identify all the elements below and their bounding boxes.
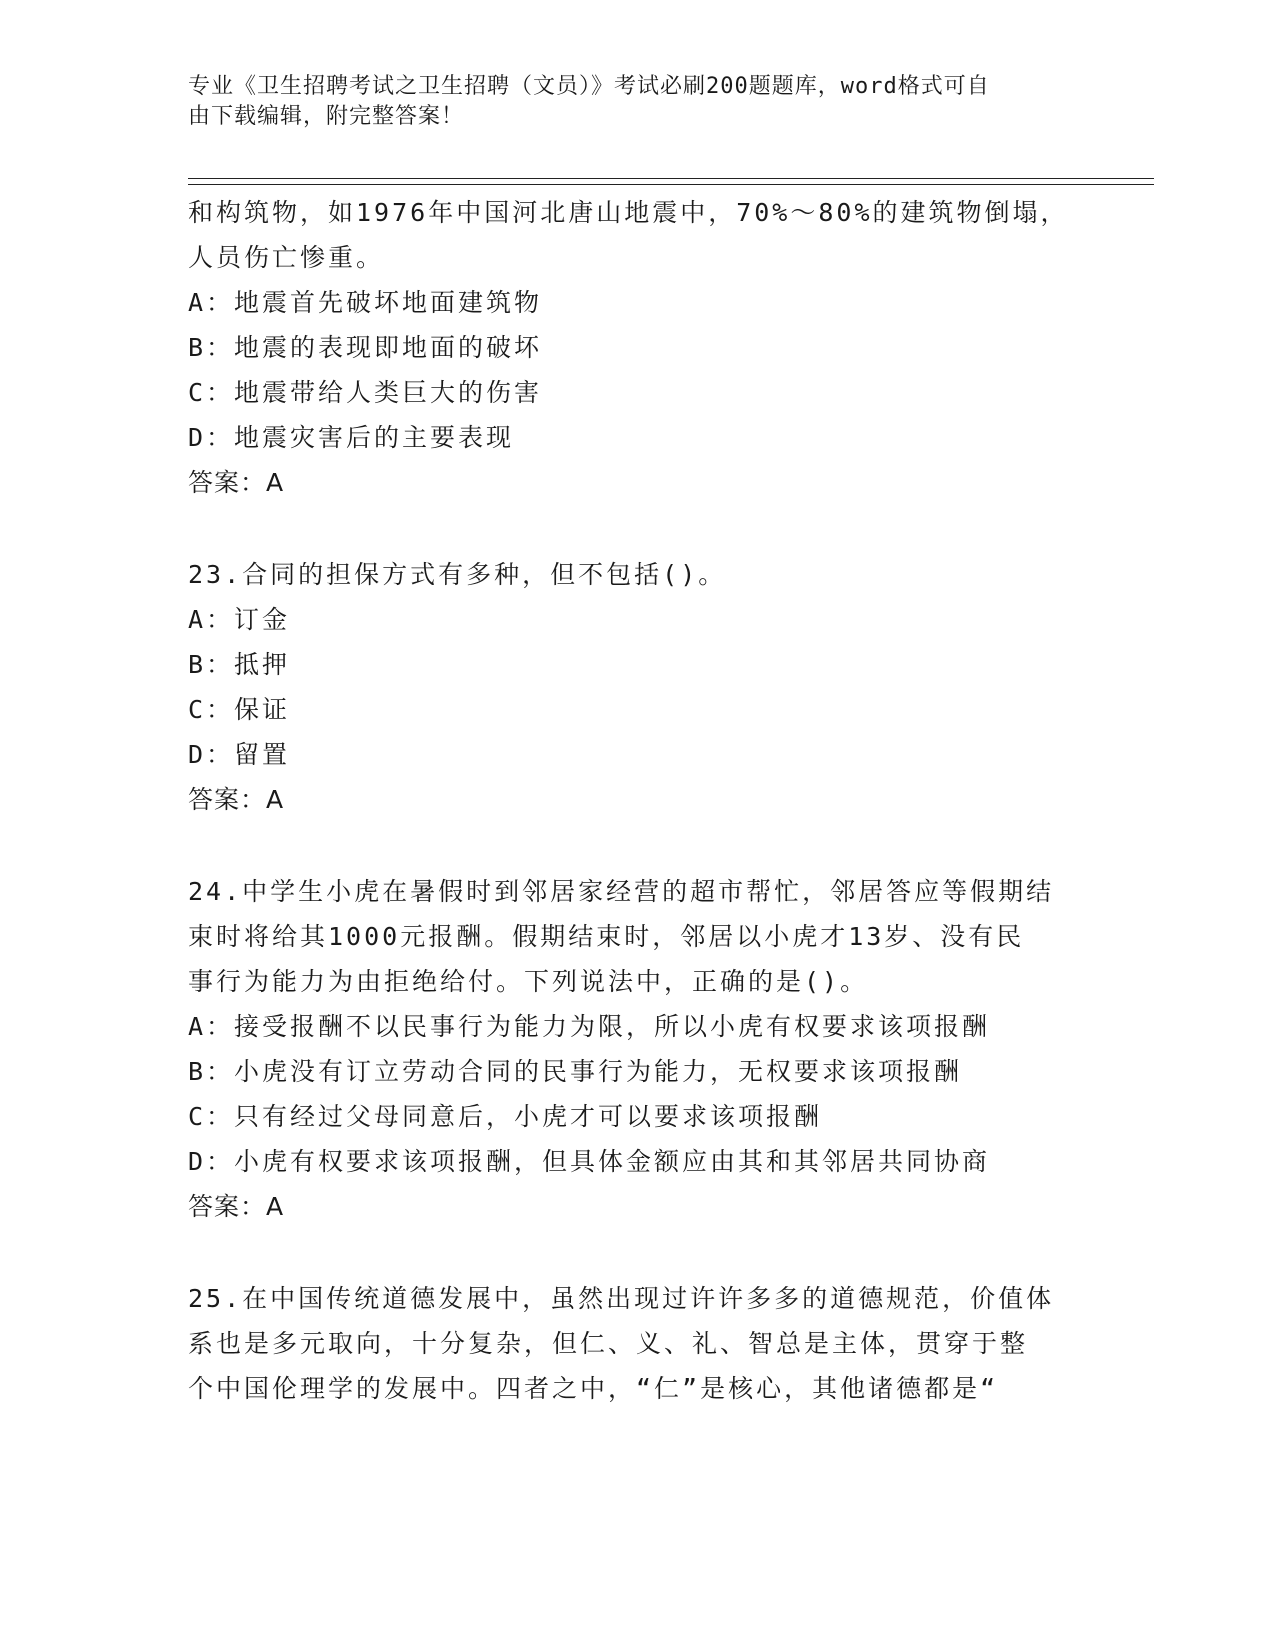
document-header — [188, 72, 1068, 132]
header-line-1: 专业《卫生招聘考试之卫生招聘（文员）》考试必刷200题题库，word格式可自 — [188, 74, 990, 99]
option-d: D：留置 — [188, 740, 291, 769]
option-a: A：接受报酬不以民事行为能力为限，所以小虎有权要求该项报酬 — [188, 1012, 991, 1041]
question-text-line: 系也是多元取向，十分复杂，但仁、义、礼、智总是主体，贯穿于整 — [188, 1329, 1029, 1358]
question-text-line: 和构筑物，如1976年中国河北唐山地震中，70%～80%的建筑物倒塌， — [188, 198, 1069, 227]
document-body — [188, 190, 1088, 1411]
question-25 — [188, 1276, 1088, 1411]
question-23 — [188, 552, 1088, 822]
header-divider-top — [188, 178, 1154, 179]
question-text-line: 人员伤亡惨重。 — [188, 243, 385, 272]
answer-line: 答案：A — [188, 1192, 285, 1221]
answer-line: 答案：A — [188, 468, 285, 497]
question-text-line: 24.中学生小虎在暑假时到邻居家经营的超市帮忙，邻居答应等假期结 — [188, 877, 1055, 906]
option-b: B：地震的表现即地面的破坏 — [188, 333, 543, 362]
question-22-continuation — [188, 190, 1088, 505]
question-text-line: 个中国伦理学的发展中。四者之中，“仁”是核心，其他诸德都是“ — [188, 1374, 999, 1403]
question-text-line: 23.合同的担保方式有多种，但不包括()。 — [188, 560, 727, 589]
question-24 — [188, 869, 1088, 1229]
spacer — [188, 822, 1088, 869]
answer-line: 答案：A — [188, 785, 285, 814]
option-c: C：地震带给人类巨大的伤害 — [188, 378, 543, 407]
header-divider-bottom — [188, 184, 1154, 185]
option-d: D：小虎有权要求该项报酬，但具体金额应由其和其邻居共同协商 — [188, 1147, 991, 1176]
option-c: C：只有经过父母同意后，小虎才可以要求该项报酬 — [188, 1102, 823, 1131]
option-a: A：地震首先破坏地面建筑物 — [188, 288, 543, 317]
spacer — [188, 1229, 1088, 1276]
question-text-line: 25.在中国传统道德发展中，虽然出现过许许多多的道德规范，价值体 — [188, 1284, 1055, 1313]
option-d: D：地震灾害后的主要表现 — [188, 423, 515, 452]
option-b: B：小虎没有订立劳动合同的民事行为能力，无权要求该项报酬 — [188, 1057, 963, 1086]
option-a: A：订金 — [188, 605, 291, 634]
option-b: B：抵押 — [188, 650, 291, 679]
question-text-line: 束时将给其1000元报酬。假期结束时，邻居以小虎才13岁、没有民 — [188, 922, 1025, 951]
option-c: C：保证 — [188, 695, 291, 724]
header-line-2: 由下载编辑，附完整答案！ — [188, 104, 465, 129]
question-text-line: 事行为能力为由拒绝给付。下列说法中，正确的是()。 — [188, 967, 869, 996]
spacer — [188, 505, 1088, 552]
